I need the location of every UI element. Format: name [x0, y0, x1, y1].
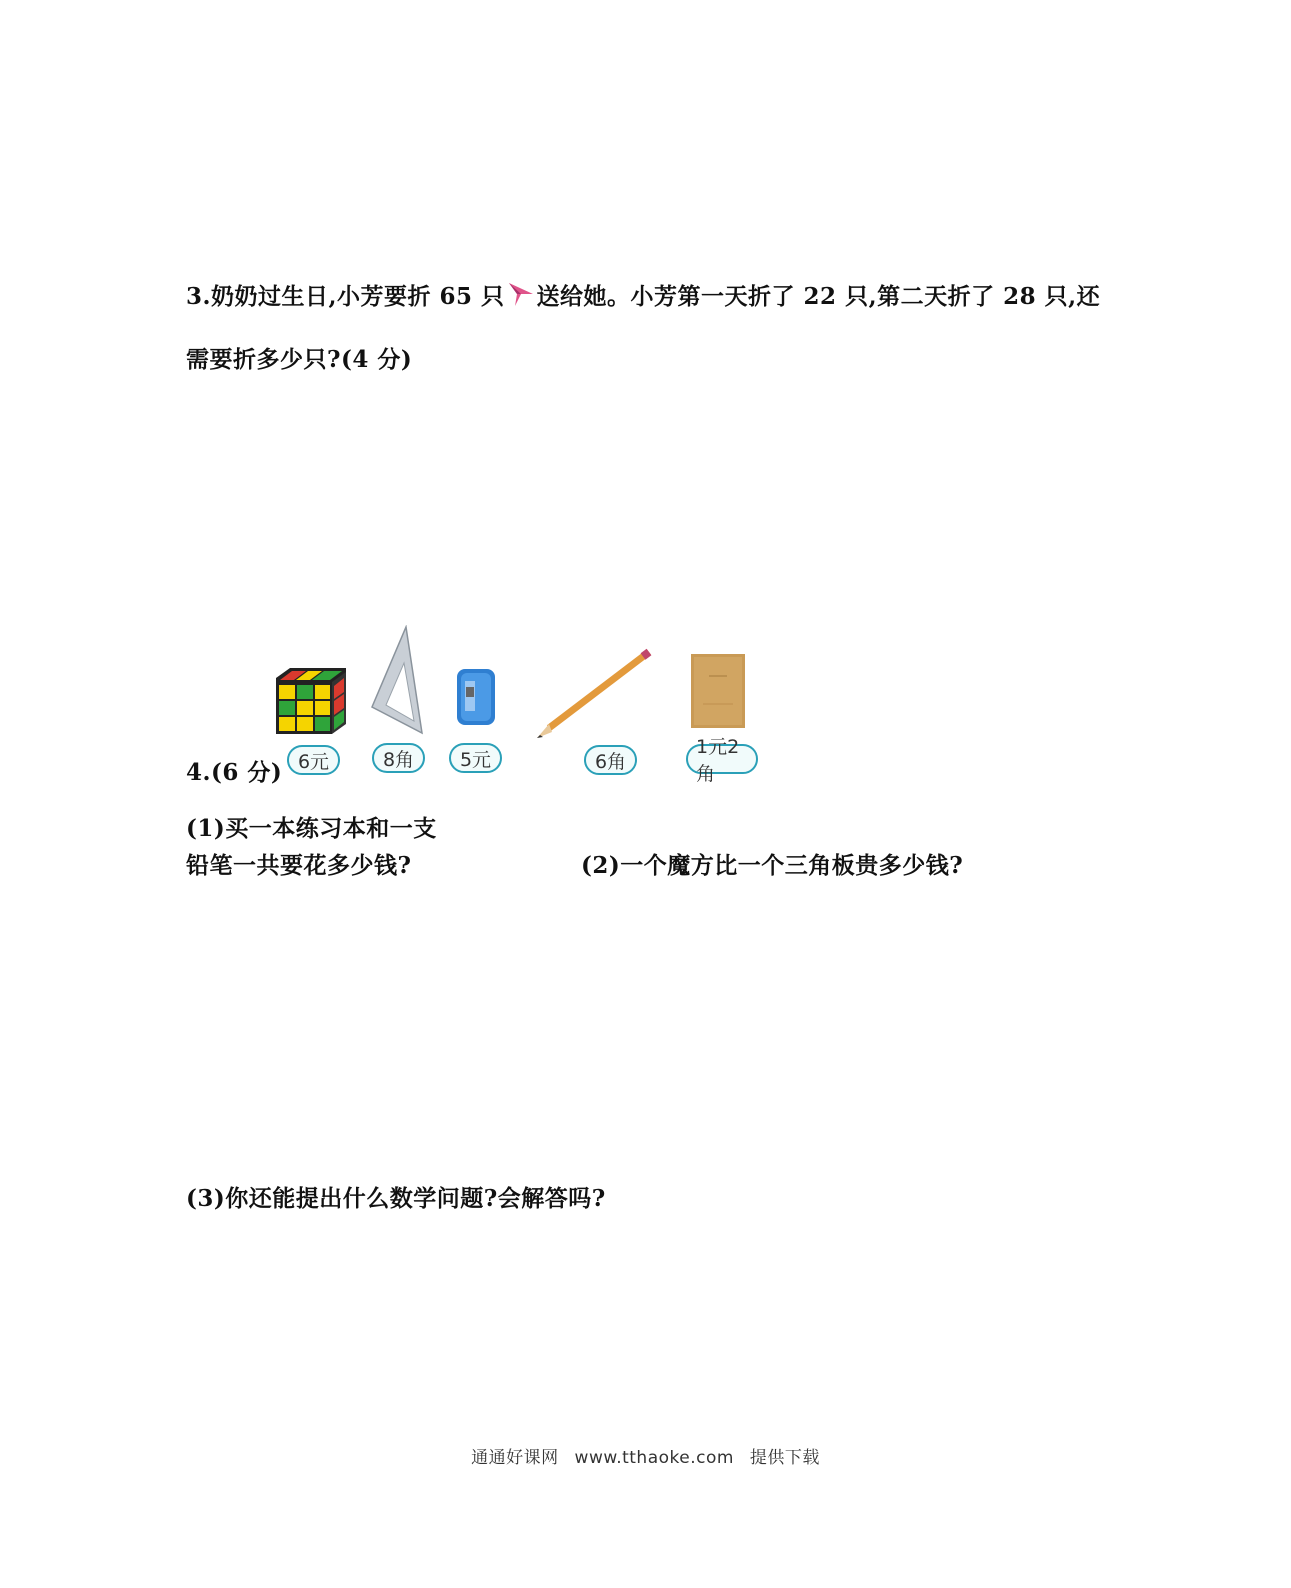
footer-url[interactable]: www.tthaoke.com	[574, 1448, 734, 1468]
rubiks-cube-icon	[276, 668, 346, 734]
footer-site-name: 通通好课网	[471, 1448, 559, 1468]
price-tag-sharpener: 5元	[449, 743, 502, 773]
footer	[0, 1443, 1291, 1468]
pencil-sharpener-icon	[455, 665, 497, 727]
question-4-1-line-1: (1)买一本练习本和一支	[186, 815, 437, 842]
question-3-text-b: 送给她。小芳第一天折了 22 只,第二天折了 28 只,还	[536, 283, 1101, 310]
question-3-text-a: 3.奶奶过生日,小芳要折 65 只	[186, 283, 505, 310]
footer-note: 提供下载	[749, 1448, 820, 1468]
price-tag-notebook: 1元2角	[686, 744, 758, 774]
price-tag-set-square: 8角	[372, 743, 425, 773]
pencil-icon	[535, 648, 655, 740]
question-4-3: (3)你还能提出什么数学问题?会解答吗?	[186, 1185, 606, 1212]
question-4-2: (2)一个魔方比一个三角板贵多少钱?	[581, 852, 964, 879]
price-tag-rubiks-cube: 6元	[287, 745, 340, 775]
set-square-icon	[370, 625, 424, 737]
question-3-line-1	[186, 278, 1100, 311]
notebook-icon	[691, 654, 745, 728]
question-3-line-2: 需要折多少只?(4 分)	[186, 346, 413, 373]
question-4-label: 4.(6 分)	[186, 759, 283, 786]
question-4-1-line-2: 铅笔一共要花多少钱?	[186, 852, 412, 879]
price-tag-pencil: 6角	[584, 745, 637, 775]
paper-crane-icon	[507, 280, 535, 308]
